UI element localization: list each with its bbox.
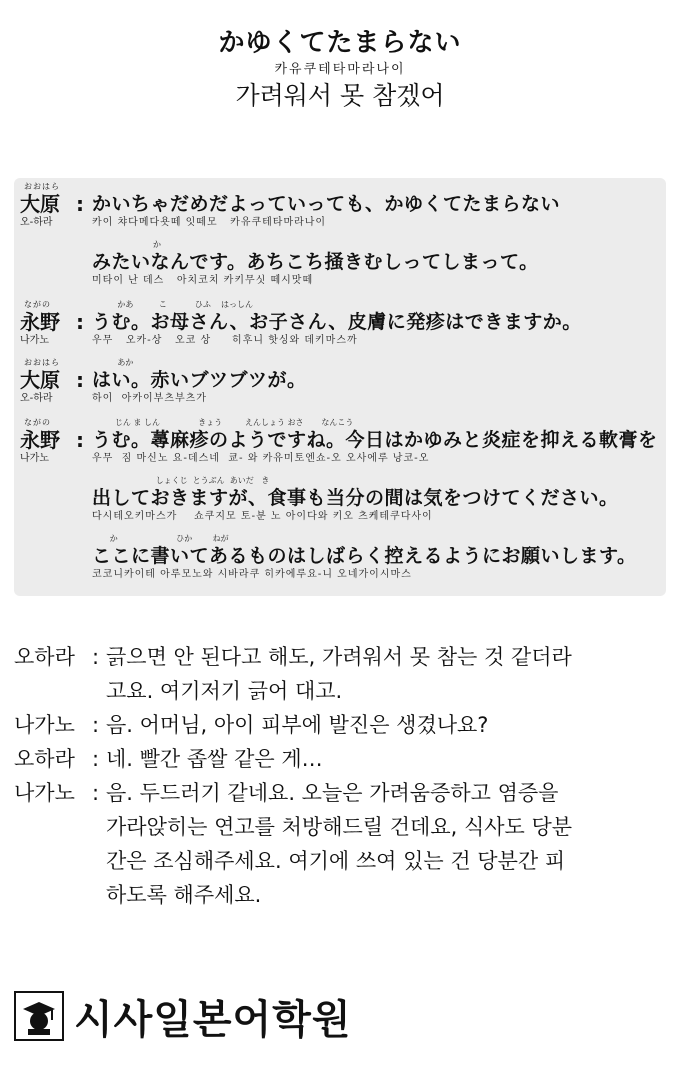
korean-reading: 우무 짐 마신노 요-데스네 쿄- 와 카유미토엔쇼-오 오사에루 낭코-오	[92, 453, 430, 464]
japanese-text: みたいなんです。あちこち掻きむしってしまって。	[92, 251, 539, 273]
japanese-line	[92, 300, 662, 348]
translation-continuation: 가라앉히는 연고를 처방해드릴 건데요, 식사도 당분	[106, 815, 573, 839]
furigana-row: じん ま しん きょう えんしょう おさ なんこう	[92, 418, 354, 427]
translation-line	[14, 742, 674, 776]
korean-reading: 하이 아카이부츠부츠가	[92, 393, 207, 404]
translation-line	[14, 776, 674, 810]
colon: :	[76, 368, 84, 392]
japanese-line	[92, 182, 662, 230]
footer	[14, 986, 351, 1046]
graduate-cap-logo-icon	[14, 991, 64, 1041]
speaker-furigana: ながの	[24, 300, 51, 309]
colon: :	[92, 645, 100, 669]
translation-text: 음. 어머님, 아이 피부에 발진은 생겼나요?	[106, 713, 489, 737]
speaker-reading: 나가노	[20, 335, 49, 346]
korean-reading: 다시테오키마스가 쇼쿠지모 토-분 노 아이다와 키오 츠케테쿠다사이	[92, 511, 433, 522]
korean-translation	[14, 640, 674, 912]
dialog-box	[14, 178, 666, 596]
speaker-furigana: ながの	[24, 418, 51, 427]
korean-reading: 카이 챠다메다욧떼 잇떼모 카유쿠테타마라나이	[92, 217, 327, 228]
japanese-text: うむ。蕁麻疹のようですね。今日はかゆみと炎症を抑える軟膏を	[92, 429, 658, 451]
translation-text: 긁으면 안 된다고 해도, 가려워서 못 참는 것 같더라	[106, 645, 572, 669]
colon: :	[92, 747, 100, 771]
japanese-text: うむ。お母さん、お子さん、皮膚に発疹はできますか。	[92, 311, 582, 333]
korean-reading: 우무 오카-상 오코 상 히후니 핫싱와 데키마스까	[92, 335, 358, 346]
speaker-name: 永野	[20, 310, 60, 334]
speaker	[20, 418, 84, 466]
furigana-row	[92, 182, 662, 192]
japanese-line	[92, 418, 662, 466]
speaker-name: 大原	[20, 368, 60, 392]
translation-speaker: 오하라	[14, 645, 75, 669]
speaker-reading: 오-하라	[20, 393, 53, 404]
japanese-line	[92, 534, 662, 582]
speaker	[20, 182, 84, 230]
translation-line	[14, 708, 674, 742]
title-japanese: かゆくてたまらない	[218, 28, 462, 58]
furigana-row: あか	[92, 358, 134, 367]
header	[0, 28, 680, 112]
academy-name: 시사일본어학원	[74, 996, 352, 1043]
japanese-line	[92, 240, 662, 288]
translation-text: 음. 두드러기 같네요. 오늘은 가려움증하고 염증을	[106, 781, 559, 805]
speaker-furigana: おおはら	[24, 358, 60, 367]
colon: :	[76, 428, 84, 452]
translation-continuation: 고요. 여기저기 긁어 대고.	[106, 679, 343, 703]
japanese-text: 出しておきますが、食事も当分の間は気をつけてください。	[92, 487, 619, 509]
speaker-furigana: おおはら	[24, 182, 60, 191]
colon: :	[92, 713, 100, 737]
speaker-name: 大原	[20, 192, 60, 216]
speaker	[20, 300, 84, 348]
furigana-row: しょくじ とうぶん あいだ き	[92, 476, 270, 485]
translation-line	[14, 640, 674, 674]
translation-speaker: 오하라	[14, 747, 75, 771]
japanese-line	[92, 476, 662, 524]
japanese-text: ここに書いてあるものはしばらく控えるようにお願いします。	[92, 545, 637, 567]
furigana-row: か	[92, 240, 162, 249]
speaker-reading: 나가노	[20, 453, 49, 464]
korean-reading: 코코니카이테 아루모노와 시바라쿠 히카에루요-니 오네가이시마스	[92, 569, 412, 580]
furigana-row: かあ こ ひふ はっしん	[92, 300, 254, 309]
colon: :	[92, 781, 100, 805]
japanese-line	[92, 358, 662, 406]
colon: :	[76, 310, 84, 334]
japanese-text: かいちゃだめだよっていっても、かゆくてたまらない	[92, 193, 561, 215]
furigana-row: か ひか ねが	[92, 534, 229, 543]
colon: :	[76, 192, 84, 216]
korean-reading: 미타이 난 데스 아치코치 카키무싯 떼시맛떼	[92, 275, 314, 286]
speaker-reading: 오-하라	[20, 217, 53, 228]
translation-speaker: 나가노	[14, 781, 75, 805]
translation-continuation: 간은 조심해주세요. 여기에 쓰여 있는 건 당분간 피	[106, 849, 566, 873]
japanese-text: はい。赤いブツブツが。	[92, 369, 307, 391]
title-reading: 카유쿠테타마라나이	[274, 62, 406, 77]
translation-speaker: 나가노	[14, 713, 75, 737]
translation-text: 네. 빨간 좁쌀 같은 게…	[106, 747, 323, 771]
speaker-name: 永野	[20, 428, 60, 452]
title-korean: 가려워서 못 참겠어	[235, 81, 445, 110]
translation-continuation: 하도록 해주세요.	[106, 883, 262, 907]
speaker	[20, 358, 84, 406]
